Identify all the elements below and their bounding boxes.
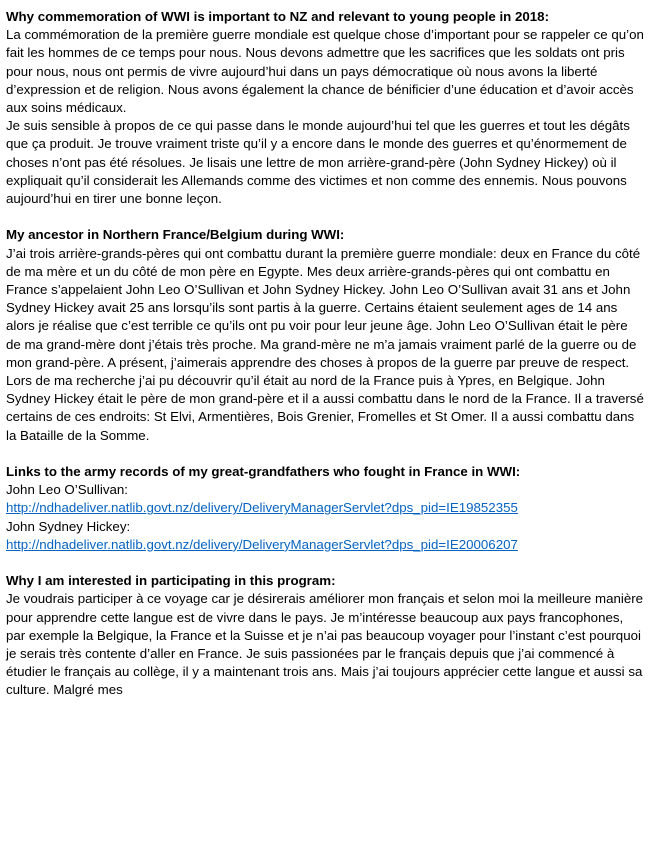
paragraph: J’ai trois arrière-grands-pères qui ont combattu durant la première guerre mondiale: deux en France du côté de ma mère et un du côté de mon père en Egypte. Mes deux arrière-grands-pères qui ont combattu en France s’appelaient John Leo O’Sullivan et John Sydney Hickey. John Leo O’Sullivan avait 31 ans et John Sydney Hickey avait 25 ans lorsqu’ils sont partis à la guerre. Certains étaient seulement ages de 14 ans alors je réalise que c’est terrible ce qu’ils ont pu voir pour leur jeune âge. John Leo O’Sullivan était le père de ma grand-mère dont j’étais très proche. Ma grand-mère ne m’a jamais vraiment parlé de la guerre ou de mon grand-père. A présent, j’aimerais apprendre des choses à propos de la guerre par preuve de respect. Lors de ma recherche j’ai pu découvrir qu’il était au nord de la France puis à Ypres, en Belgique. John Sydney Hickey était le père de mon grand-père et il a aussi combattu dans le nord de la France. Il a traversé certains de ces endroits: St Elvi, Armentières, Bois Grenier, Fromelles et St Omer. Il a aussi combattu dans la Bataille de la Somme. — [6, 245, 644, 443]
paragraph: La commémoration de la première guerre mondiale est quelque chose d’important pour se rappeler ce qu’on fait les hommes de ce temps pour nous. Nous devons admettre que les sacrifices que les soldats ont pris pour nous, nous ont permis de vivre aujourd’hui dans un pays démocratique où nous avons la liberté d’expression et de religion. Nous avons également la chance de bénificier d’une éducation et d’avoir accès aux soins médicaux. — [6, 27, 644, 116]
section-title: Links to the army records of my great-grandfathers who fought in France in WWI: — [6, 464, 521, 480]
army-record-link-hickey[interactable]: http://ndhadeliver.natlib.govt.nz/delivery/DeliveryManagerServlet?dps_pid=IE20006207 — [6, 536, 518, 552]
section-interest — [6, 572, 646, 699]
section-ancestor — [6, 226, 646, 444]
army-record-link-osullivan[interactable]: http://ndhadeliver.natlib.govt.nz/delivery/DeliveryManagerServlet?dps_pid=IE19852355 — [6, 500, 518, 516]
paragraph: Je voudrais participer à ce voyage car je désirerais améliorer mon français et selon moi la meilleure manière pour apprendre cette langue est de vivre dans le pays. Je m’intéresse beaucoup aux pays francophones, par exemple la Belgique, la France et la Suisse et je n’ai pas beaucoup voyager pour l’instant c’est pourquoi je serais très contente d’aller en France. Je suis passionées par le français depuis que j’ai commencé à étudier le français au collège, il y a maintenant trois ans. Mais j’ai toujours apprécier cette langue et aussi sa culture. Malgré mes — [6, 591, 644, 698]
paragraph: Je suis sensible à propos de ce qui passe dans le monde aujourd’hui tel que les guerres et tout les dégâts que ça produit. Je trouve vraiment triste qu’il y a encore dans le monde des guerres et qu’énormement de choses n’ont pas été résolues. Je lisais une lettre de mon arrière-grand-père (John Sydney Hickey) où il expliquait qu’il considerait les Allemands comme des victimes et non comme des ennemis. Nous pouvons aujourd’hui en tirer une bonne leçon. — [6, 118, 630, 207]
record-name: John Leo O’Sullivan: — [6, 482, 128, 498]
section-commemoration — [6, 8, 646, 208]
section-title: Why commemoration of WWI is important to NZ and relevant to young people in 2018: — [6, 9, 549, 24]
section-title: Why I am interested in participating in this program: — [6, 573, 336, 589]
section-army-records — [6, 463, 646, 554]
document-page — [6, 8, 646, 718]
section-title: My ancestor in Northern France/Belgium during WWI: — [6, 227, 345, 243]
record-name: John Sydney Hickey: — [6, 518, 131, 534]
